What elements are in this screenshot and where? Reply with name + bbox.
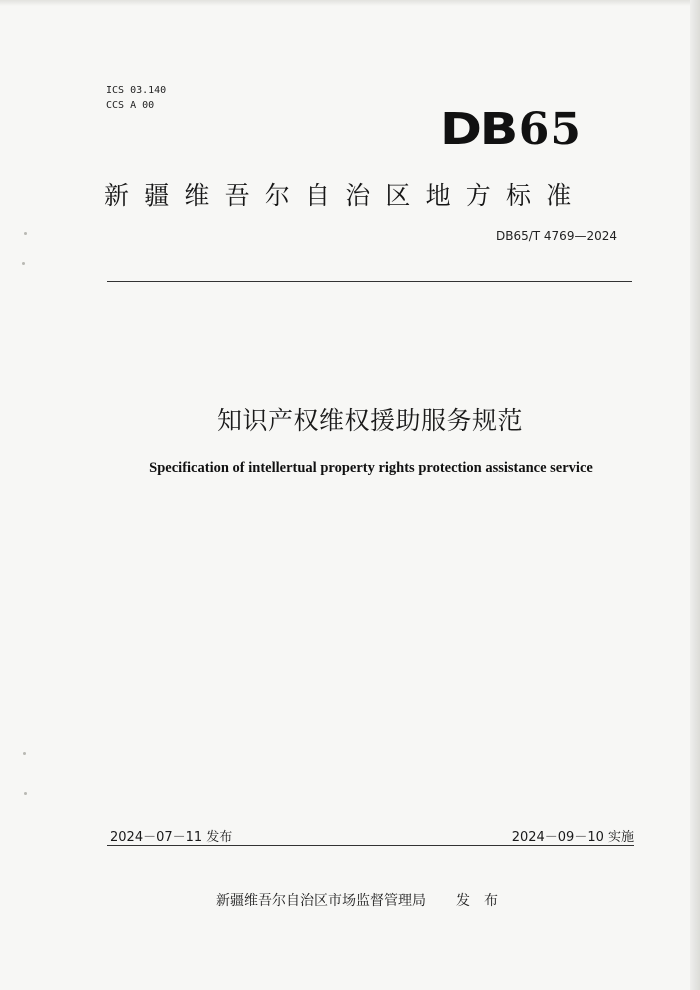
title-english: Specification of intellertual property rights protection assistance service [149, 460, 593, 476]
issuer-line [216, 890, 512, 910]
ics-row [106, 83, 166, 98]
scan-speck [24, 232, 27, 235]
classification-codes [106, 83, 166, 113]
standard-number: DB65/T 4769—2024 [495, 229, 617, 243]
scan-edge-top [0, 0, 700, 6]
issue-date: 2024－07－11 发布 [110, 830, 233, 845]
standard-category-heading: 新疆维吾尔自治区地方标准 [104, 181, 587, 210]
ics-label: ICS [106, 85, 125, 96]
ics-code: 03.140 [130, 85, 167, 96]
ccs-row [106, 98, 166, 113]
issuer-organization: 新疆维吾尔自治区市场监督管理局 [216, 893, 426, 909]
db65-logo [439, 104, 582, 155]
scan-speck [24, 792, 27, 795]
logo-letters: DB [439, 104, 516, 155]
logo-number: 65 [518, 104, 582, 155]
ccs-label: CCS [106, 100, 125, 111]
bottom-divider [107, 845, 634, 846]
ccs-code: A 00 [130, 100, 155, 111]
top-divider [107, 281, 632, 282]
scan-speck [22, 262, 25, 265]
implementation-date: 2024－09－10 实施 [511, 830, 634, 845]
scan-edge-right [690, 0, 700, 990]
scan-speck [23, 752, 26, 755]
title-chinese: 知识产权维权援助服务规范 [216, 406, 523, 435]
issuer-action: 发布 [456, 893, 512, 909]
